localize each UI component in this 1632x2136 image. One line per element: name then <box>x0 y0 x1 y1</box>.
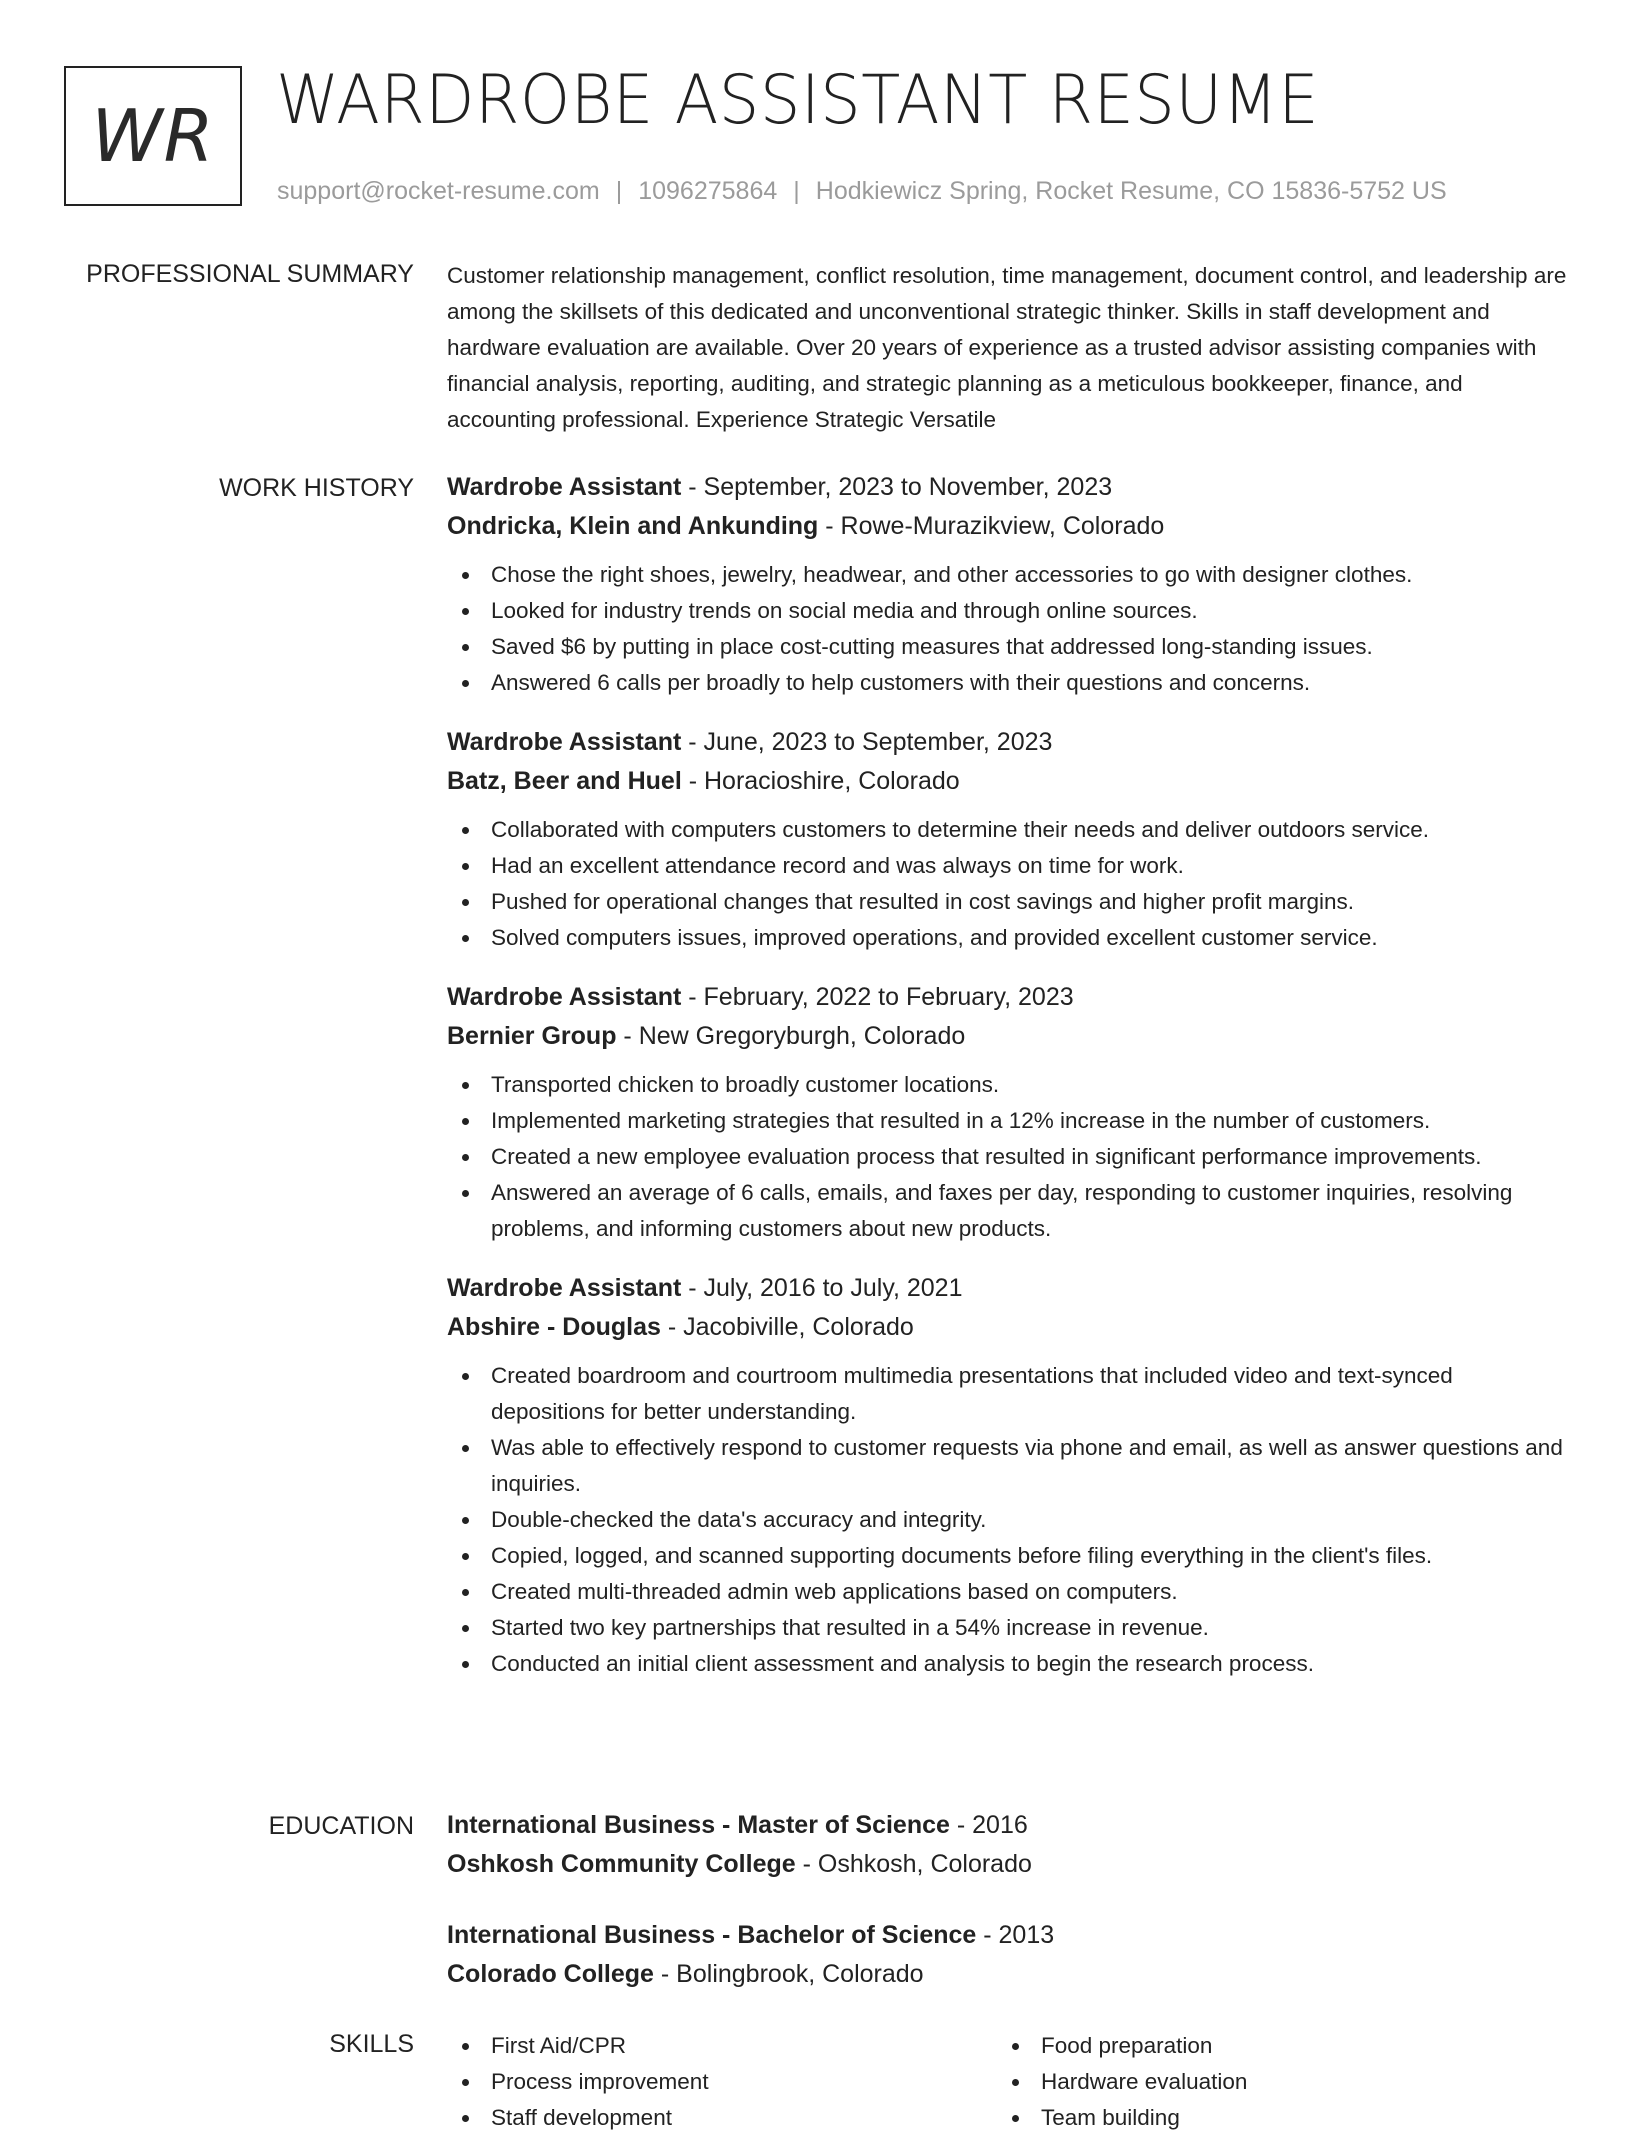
job-location: - New Gregoryburgh, Colorado <box>616 1022 966 1050</box>
job-title-line <box>447 1269 1567 1308</box>
degree: International Business - Master of Science <box>447 1811 950 1839</box>
list-item: Was able to effectively respond to customer requests via phone and email, as well as answer questions and inquiries. <box>447 1430 1567 1502</box>
degree: International Business - Bachelor of Science <box>447 1921 977 1949</box>
monogram: WR <box>64 66 242 206</box>
skill-item: Food preparation <box>997 2028 1547 2064</box>
contact-address: Hodkiewicz Spring, Rocket Resume, CO 15836-5752 US <box>815 177 1447 205</box>
job-company: Ondricka, Klein and Ankunding <box>447 512 819 540</box>
list-item: Started two key partnerships that resulted in a 54% increase in revenue. <box>447 1610 1567 1646</box>
contact-separator: | <box>793 177 800 205</box>
list-item: Had an excellent attendance record and was always on time for work. <box>447 848 1567 884</box>
section-label-education: EDUCATION <box>268 1812 414 1840</box>
degree-line <box>447 1806 1567 1845</box>
job-company: Bernier Group <box>447 1022 617 1050</box>
job-title-line <box>447 468 1567 507</box>
degree-year: - 2016 <box>949 1811 1028 1839</box>
job-location: - Horacioshire, Colorado <box>681 767 960 795</box>
job-title: Wardrobe Assistant <box>447 728 682 756</box>
list-item: Answered an average of 6 calls, emails, and faxes per day, responding to customer inquiries, resolving problems, and informing customers about new products. <box>447 1175 1567 1247</box>
list-item: Collaborated with computers customers to determine their needs and deliver outdoors service. <box>447 812 1567 848</box>
skill-item: Hardware evaluation <box>997 2064 1547 2100</box>
skills-columns <box>447 2028 1567 2136</box>
skill-item: Staff development <box>447 2100 997 2136</box>
job-title: Wardrobe Assistant <box>447 473 682 501</box>
skill-item: First Aid/CPR <box>447 2028 997 2064</box>
contact-separator: | <box>615 177 623 205</box>
job-company: Batz, Beer and Huel <box>447 767 682 795</box>
list-item: Looked for industry trends on social media and through online sources. <box>447 593 1567 629</box>
list-item: Transported chicken to broadly customer locations. <box>447 1067 1567 1103</box>
job-company-line <box>447 507 1567 546</box>
list-item: Created multi-threaded admin web applications based on computers. <box>447 1574 1567 1610</box>
job-company-line <box>447 1017 1567 1056</box>
job-title-line <box>447 978 1567 1017</box>
school-line <box>447 1845 1567 1884</box>
job-dates: - June, 2023 to September, 2023 <box>681 728 1053 756</box>
job-entry <box>447 468 1567 701</box>
job-entry <box>447 978 1567 1247</box>
skills-list-left <box>447 2028 997 2136</box>
job-company-line <box>447 1308 1567 1347</box>
school-line <box>447 1955 1567 1994</box>
list-item: Pushed for operational changes that resulted in cost savings and higher profit margins. <box>447 884 1567 920</box>
skill-item: Process improvement <box>447 2064 997 2100</box>
list-item: Copied, logged, and scanned supporting documents before filing everything in the client's files. <box>447 1538 1567 1574</box>
skill-item: Team building <box>997 2100 1547 2136</box>
list-item: Double-checked the data's accuracy and integrity. <box>447 1502 1567 1538</box>
list-item: Implemented marketing strategies that resulted in a 12% increase in the number of customers. <box>447 1103 1567 1139</box>
list-item: Chose the right shoes, jewelry, headwear, and other accessories to go with designer clothes. <box>447 557 1567 593</box>
contact-line <box>277 176 1447 206</box>
job-dates: - July, 2016 to July, 2021 <box>681 1274 963 1302</box>
skills-list-right <box>997 2028 1547 2136</box>
school: Oshkosh Community College <box>447 1850 796 1878</box>
job-location: - Jacobiville, Colorado <box>660 1313 914 1341</box>
degree-year: - 2013 <box>976 1921 1055 1949</box>
job-company-line <box>447 762 1567 801</box>
education-entry <box>447 1806 1567 1884</box>
job-title: Wardrobe Assistant <box>447 983 682 1011</box>
list-item: Created boardroom and courtroom multimedia presentations that included video and text-synced depositions for better understanding. <box>447 1358 1567 1430</box>
list-item: Answered 6 calls per broadly to help customers with their questions and concerns. <box>447 665 1567 701</box>
section-label-summary: PROFESSIONAL SUMMARY <box>86 260 414 288</box>
job-dates: - September, 2023 to November, 2023 <box>681 473 1113 501</box>
job-entry <box>447 1269 1567 1682</box>
section-label-skills: SKILLS <box>329 2030 414 2058</box>
contact-email: support@rocket-resume.com <box>277 177 600 205</box>
list-item: Solved computers issues, improved operations, and provided excellent customer service. <box>447 920 1567 956</box>
summary-text: Customer relationship management, conflict resolution, time management, document control, and leadership are among the skillsets of this dedicated and unconventional strategic thinker. Skills in staff development and hardware evaluation are available. Over 20 years of experience as a trusted advisor assisting companies with financial analysis, reporting, auditing, and strategic planning as a meticulous bookkeeper, finance, and accounting professional. Experience Strategic Versatile <box>447 263 1567 432</box>
job-company: Abshire - Douglas <box>447 1313 661 1341</box>
job-title-line <box>447 723 1567 762</box>
school: Colorado College <box>447 1960 654 1988</box>
school-location: - Bolingbrook, Colorado <box>653 1960 924 1988</box>
job-location: - Rowe-Murazikview, Colorado <box>818 512 1165 540</box>
list-item: Created a new employee evaluation process that resulted in significant performance improvements. <box>447 1139 1567 1175</box>
section-label-work: WORK HISTORY <box>219 474 414 502</box>
job-title: Wardrobe Assistant <box>447 1274 682 1302</box>
job-bullets <box>447 557 1567 701</box>
contact-phone: 1096275864 <box>638 177 778 205</box>
degree-line <box>447 1916 1567 1955</box>
school-location: - Oshkosh, Colorado <box>795 1850 1032 1878</box>
education-entry <box>447 1916 1567 1994</box>
list-item: Conducted an initial client assessment and analysis to begin the research process. <box>447 1646 1567 1682</box>
job-bullets <box>447 812 1567 956</box>
job-bullets <box>447 1358 1567 1682</box>
job-entry <box>447 723 1567 956</box>
job-bullets <box>447 1067 1567 1247</box>
job-dates: - February, 2022 to February, 2023 <box>681 983 1074 1011</box>
page-title: WARDROBE ASSISTANT RESUME <box>276 61 1320 140</box>
list-item: Saved $6 by putting in place cost-cutting measures that addressed long-standing issues. <box>447 629 1567 665</box>
